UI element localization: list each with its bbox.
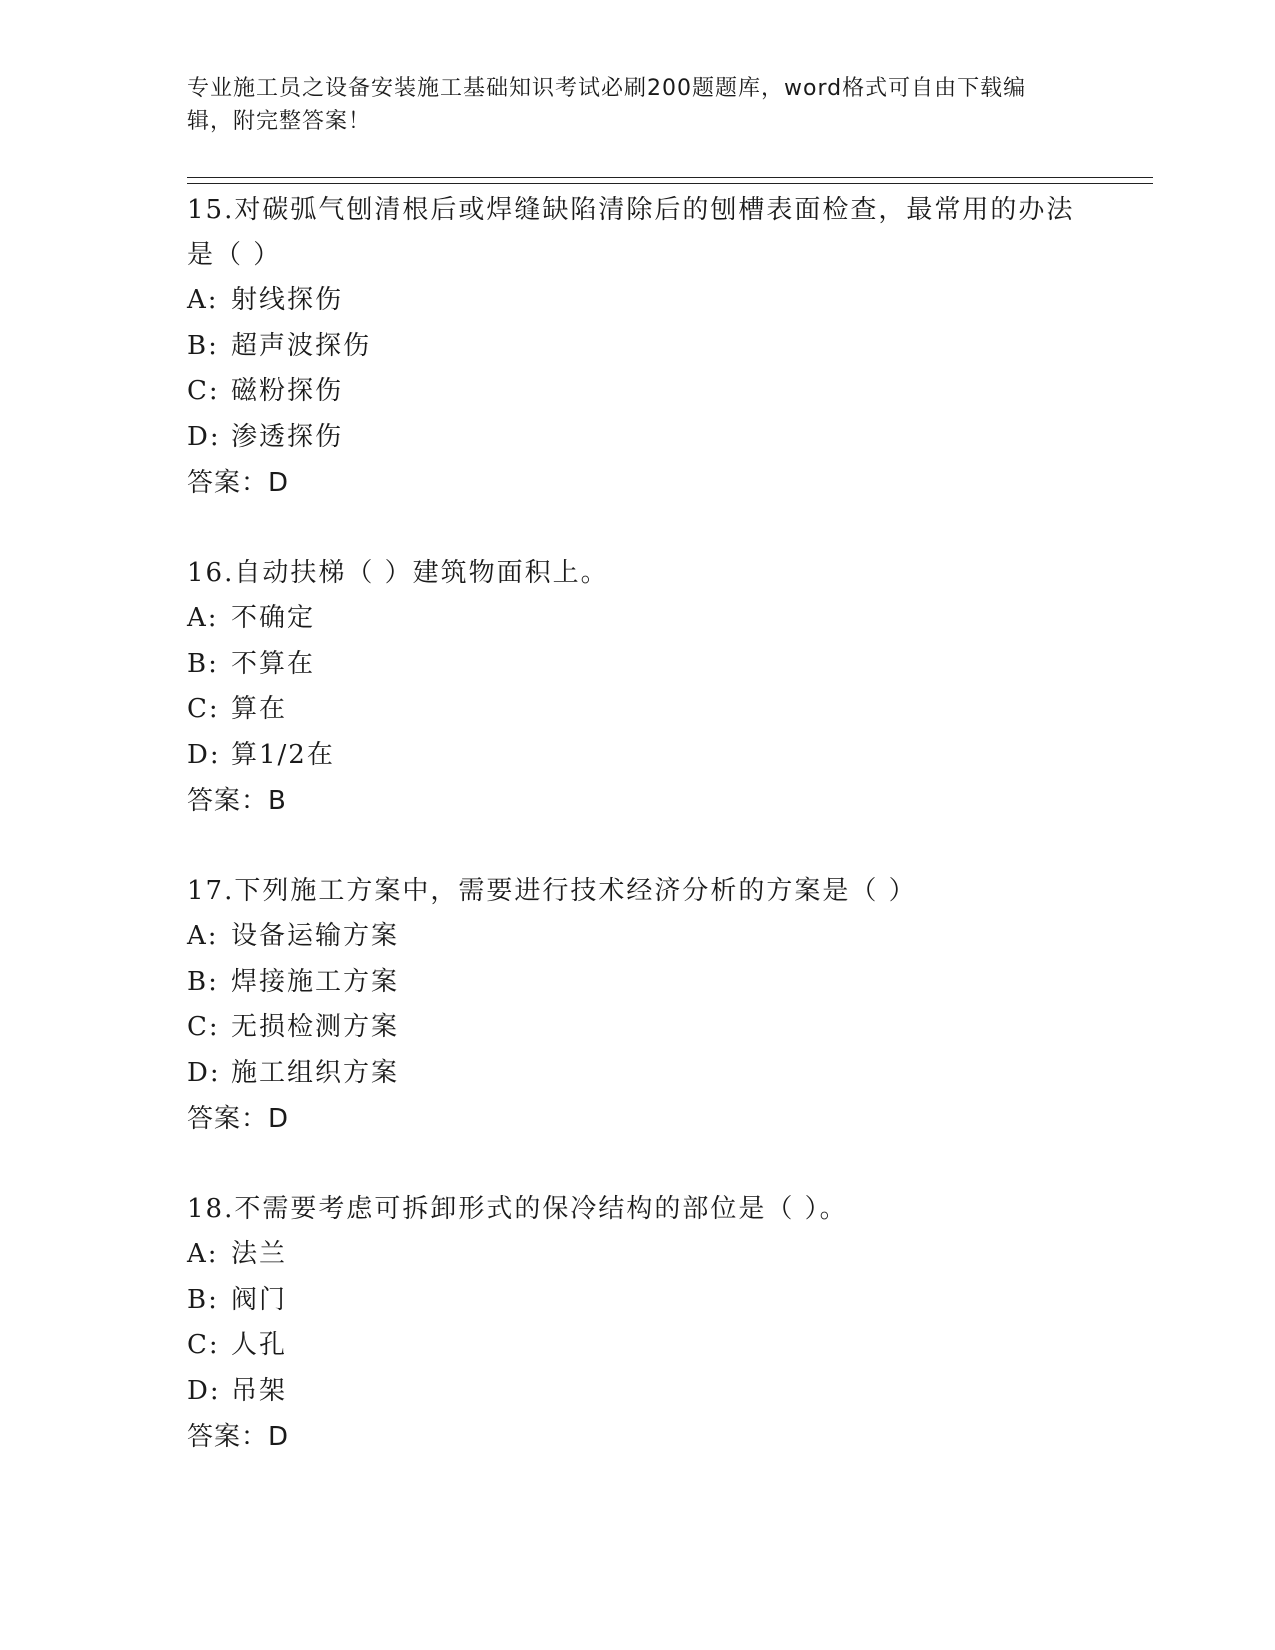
option-b — [187, 642, 1087, 688]
option-text: 渗透探伤 — [231, 421, 344, 452]
header-rule-bottom — [187, 183, 1153, 184]
header-rule-top — [187, 177, 1153, 178]
question-16 — [187, 551, 1087, 824]
option-text: 无损检测方案 — [231, 1012, 400, 1042]
question-stem: 16.自动扶梯（ ）建筑物面积上。 — [187, 558, 609, 588]
option-a — [187, 1232, 1087, 1278]
option-c — [187, 687, 1087, 733]
document-header: 专业施工员之设备安装施工基础知识考试必刷200题题库，word格式可自由下载编辑，附完整答案！ — [187, 76, 1027, 134]
option-b — [187, 1278, 1087, 1324]
option-list — [187, 914, 1087, 1096]
option-text: 设备运输方案 — [231, 921, 400, 951]
option-letter: D: — [187, 421, 221, 452]
option-letter: C: — [187, 1012, 220, 1042]
option-d — [187, 733, 1087, 779]
option-text: 施工组织方案 — [231, 1057, 400, 1088]
option-text: 不算在 — [231, 648, 316, 679]
answer-line: 答案：D — [187, 1422, 290, 1452]
option-letter: B: — [187, 330, 219, 361]
option-d — [187, 1369, 1087, 1415]
option-letter: D: — [187, 739, 221, 770]
option-d — [187, 415, 1087, 461]
option-letter: B: — [187, 1284, 219, 1315]
option-a — [187, 278, 1087, 324]
option-text: 算在 — [231, 694, 288, 724]
option-b — [187, 960, 1087, 1006]
question-15 — [187, 188, 1087, 506]
option-list — [187, 278, 1087, 460]
option-letter: D: — [187, 1375, 221, 1406]
answer-line: 答案：B — [187, 786, 287, 816]
option-text: 法兰 — [231, 1239, 288, 1269]
option-c — [187, 1323, 1087, 1369]
option-c — [187, 1005, 1087, 1051]
option-letter: B: — [187, 966, 219, 997]
option-text: 超声波探伤 — [231, 330, 372, 361]
option-text: 磁粉探伤 — [231, 376, 344, 406]
option-a — [187, 596, 1087, 642]
option-text: 焊接施工方案 — [231, 966, 400, 997]
option-b — [187, 324, 1087, 370]
option-letter: C: — [187, 694, 220, 724]
option-letter: C: — [187, 376, 220, 406]
option-letter: D: — [187, 1057, 221, 1088]
option-letter: A: — [187, 285, 219, 315]
answer-line: 答案：D — [187, 468, 290, 498]
option-text: 不确定 — [231, 603, 316, 633]
option-text: 阀门 — [231, 1284, 288, 1315]
question-stem: 15.对碳弧气刨清根后或焊缝缺陷清除后的刨槽表面检查，最常用的办法是（ ） — [187, 195, 1075, 270]
option-a — [187, 914, 1087, 960]
option-letter: A: — [187, 603, 219, 633]
option-letter: B: — [187, 648, 219, 679]
question-stem: 17.下列施工方案中，需要进行技术经济分析的方案是（ ） — [187, 876, 917, 906]
option-text: 射线探伤 — [231, 285, 344, 315]
option-c — [187, 369, 1087, 415]
option-letter: C: — [187, 1330, 220, 1360]
option-list — [187, 1232, 1087, 1414]
option-d — [187, 1051, 1087, 1097]
question-stem: 18.不需要考虑可拆卸形式的保冷结构的部位是（ ）。 — [187, 1194, 848, 1224]
option-letter: A: — [187, 921, 219, 951]
answer-line: 答案：D — [187, 1104, 290, 1134]
option-text: 吊架 — [231, 1375, 288, 1406]
option-letter: A: — [187, 1239, 219, 1269]
option-text: 人孔 — [231, 1330, 288, 1360]
option-text: 算1/2在 — [231, 739, 335, 770]
question-list — [187, 188, 1087, 1505]
question-17 — [187, 869, 1087, 1142]
option-list — [187, 596, 1087, 778]
question-18 — [187, 1187, 1087, 1460]
